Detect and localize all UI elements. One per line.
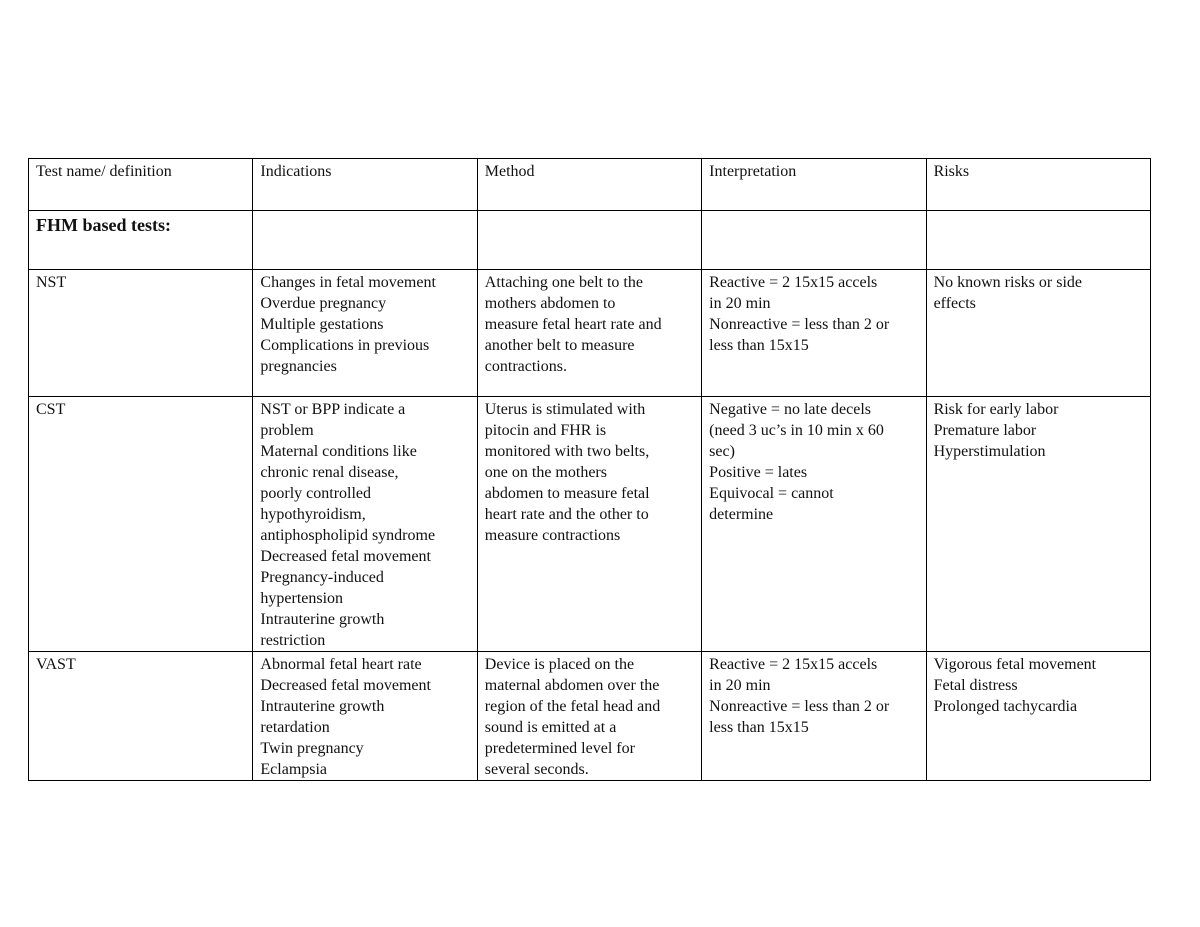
indications-cell xyxy=(253,652,477,781)
risks-cell xyxy=(926,397,1150,652)
cell-line: Premature labor xyxy=(933,422,1037,439)
cell-line: sec) xyxy=(709,443,735,460)
indications-cell xyxy=(253,397,477,652)
cell-line: in 20 min xyxy=(709,295,771,312)
cell-line: less than 15x15 xyxy=(709,719,809,736)
header-risks: Risks xyxy=(926,159,1150,211)
header-indications: Indications xyxy=(253,159,477,211)
cell-line: Reactive = 2 15x15 accels xyxy=(709,656,878,673)
cell-line: Abnormal fetal heart rate xyxy=(260,656,422,673)
cell-line: poorly controlled xyxy=(260,485,372,502)
cell-line: Device is placed on the xyxy=(484,656,635,673)
cell-line: maternal abdomen over the xyxy=(484,677,660,694)
cell-line: monitored with two belts, xyxy=(484,443,650,460)
cell-line: problem xyxy=(260,422,314,439)
cell-line: measure contractions xyxy=(484,527,621,544)
method-cell xyxy=(477,270,701,397)
table-row-cst xyxy=(29,397,1151,652)
section-title: FHM based tests: xyxy=(36,215,171,235)
empty-cell xyxy=(477,211,701,270)
header-test-name: Test name/ definition xyxy=(29,159,253,211)
test-name-cell xyxy=(29,397,253,652)
cell-line: pitocin and FHR is xyxy=(484,422,607,439)
test-name-cell xyxy=(29,270,253,397)
cell-line: Overdue pregnancy xyxy=(260,295,387,312)
cell-line: hypothyroidism, xyxy=(260,506,366,523)
cell-line: less than 15x15 xyxy=(709,337,809,354)
test-name: NST xyxy=(36,274,67,291)
header-interpretation: Interpretation xyxy=(702,159,926,211)
cell-line: Changes in fetal movement xyxy=(260,274,436,291)
cell-line: Uterus is stimulated with xyxy=(484,401,646,418)
cell-line: Fetal distress xyxy=(933,677,1018,694)
cell-line: Nonreactive = less than 2 or xyxy=(709,316,890,333)
cell-line: Positive = lates xyxy=(709,464,808,481)
test-name-cell xyxy=(29,652,253,781)
method-cell xyxy=(477,397,701,652)
cell-line: mothers abdomen to xyxy=(484,295,616,312)
cell-line: Twin pregnancy xyxy=(260,740,364,757)
cell-line: measure fetal heart rate and xyxy=(484,316,662,333)
cell-line: another belt to measure xyxy=(484,337,635,354)
cell-line: Equivocal = cannot xyxy=(709,485,834,502)
cell-line: contractions. xyxy=(484,358,567,375)
empty-cell xyxy=(702,211,926,270)
cell-line: Reactive = 2 15x15 accels xyxy=(709,274,878,291)
cell-line: pregnancies xyxy=(260,358,337,375)
header-row xyxy=(29,159,1151,211)
risks-cell xyxy=(926,652,1150,781)
header-method: Method xyxy=(477,159,701,211)
cell-line: several seconds. xyxy=(484,761,589,778)
cell-line: Intrauterine growth xyxy=(260,698,385,715)
cell-line: chronic renal disease, xyxy=(260,464,399,481)
cell-line: Eclampsia xyxy=(260,761,328,778)
cell-line: Complications in previous xyxy=(260,337,430,354)
cell-line: hypertension xyxy=(260,590,344,607)
cell-line: restriction xyxy=(260,632,326,649)
indications-cell xyxy=(253,270,477,397)
section-row xyxy=(29,211,1151,270)
cell-line: Hyperstimulation xyxy=(933,443,1046,460)
cell-line: Pregnancy-induced xyxy=(260,569,384,586)
table-row-nst xyxy=(29,270,1151,397)
cell-line: Risk for early labor xyxy=(933,401,1059,418)
cell-line: Vigorous fetal movement xyxy=(933,656,1097,673)
cell-line: abdomen to measure fetal xyxy=(484,485,650,502)
cell-line: NST or BPP indicate a xyxy=(260,401,406,418)
cell-line: determine xyxy=(709,506,774,523)
cell-line: in 20 min xyxy=(709,677,771,694)
interpretation-cell xyxy=(702,652,926,781)
cell-line: Negative = no late decels xyxy=(709,401,872,418)
cell-line: one on the mothers xyxy=(484,464,607,481)
cell-line: Maternal conditions like xyxy=(260,443,417,460)
cell-line: No known risks or side xyxy=(933,274,1082,291)
test-name: VAST xyxy=(36,656,76,673)
cell-line: retardation xyxy=(260,719,330,736)
section-cell xyxy=(29,211,253,270)
table-row-vast xyxy=(29,652,1151,781)
empty-cell xyxy=(926,211,1150,270)
cell-line: Decreased fetal movement xyxy=(260,677,431,694)
risks-cell xyxy=(926,270,1150,397)
cell-line: (need 3 uc’s in 10 min x 60 xyxy=(709,422,884,439)
fetal-tests-table xyxy=(28,158,1151,781)
cell-line: Prolonged tachycardia xyxy=(933,698,1078,715)
method-cell xyxy=(477,652,701,781)
cell-line: region of the fetal head and xyxy=(484,698,661,715)
empty-cell xyxy=(253,211,477,270)
cell-line: Multiple gestations xyxy=(260,316,384,333)
interpretation-cell xyxy=(702,270,926,397)
test-name: CST xyxy=(36,401,66,418)
cell-line: heart rate and the other to xyxy=(484,506,649,523)
cell-line: Decreased fetal movement xyxy=(260,548,431,565)
cell-line: Intrauterine growth xyxy=(260,611,385,628)
cell-line: sound is emitted at a xyxy=(484,719,617,736)
cell-line: Attaching one belt to the xyxy=(484,274,643,291)
cell-line: predetermined level for xyxy=(484,740,635,757)
interpretation-cell xyxy=(702,397,926,652)
cell-line: antiphospholipid syndrome xyxy=(260,527,436,544)
cell-line: Nonreactive = less than 2 or xyxy=(709,698,890,715)
cell-line: effects xyxy=(933,295,976,312)
